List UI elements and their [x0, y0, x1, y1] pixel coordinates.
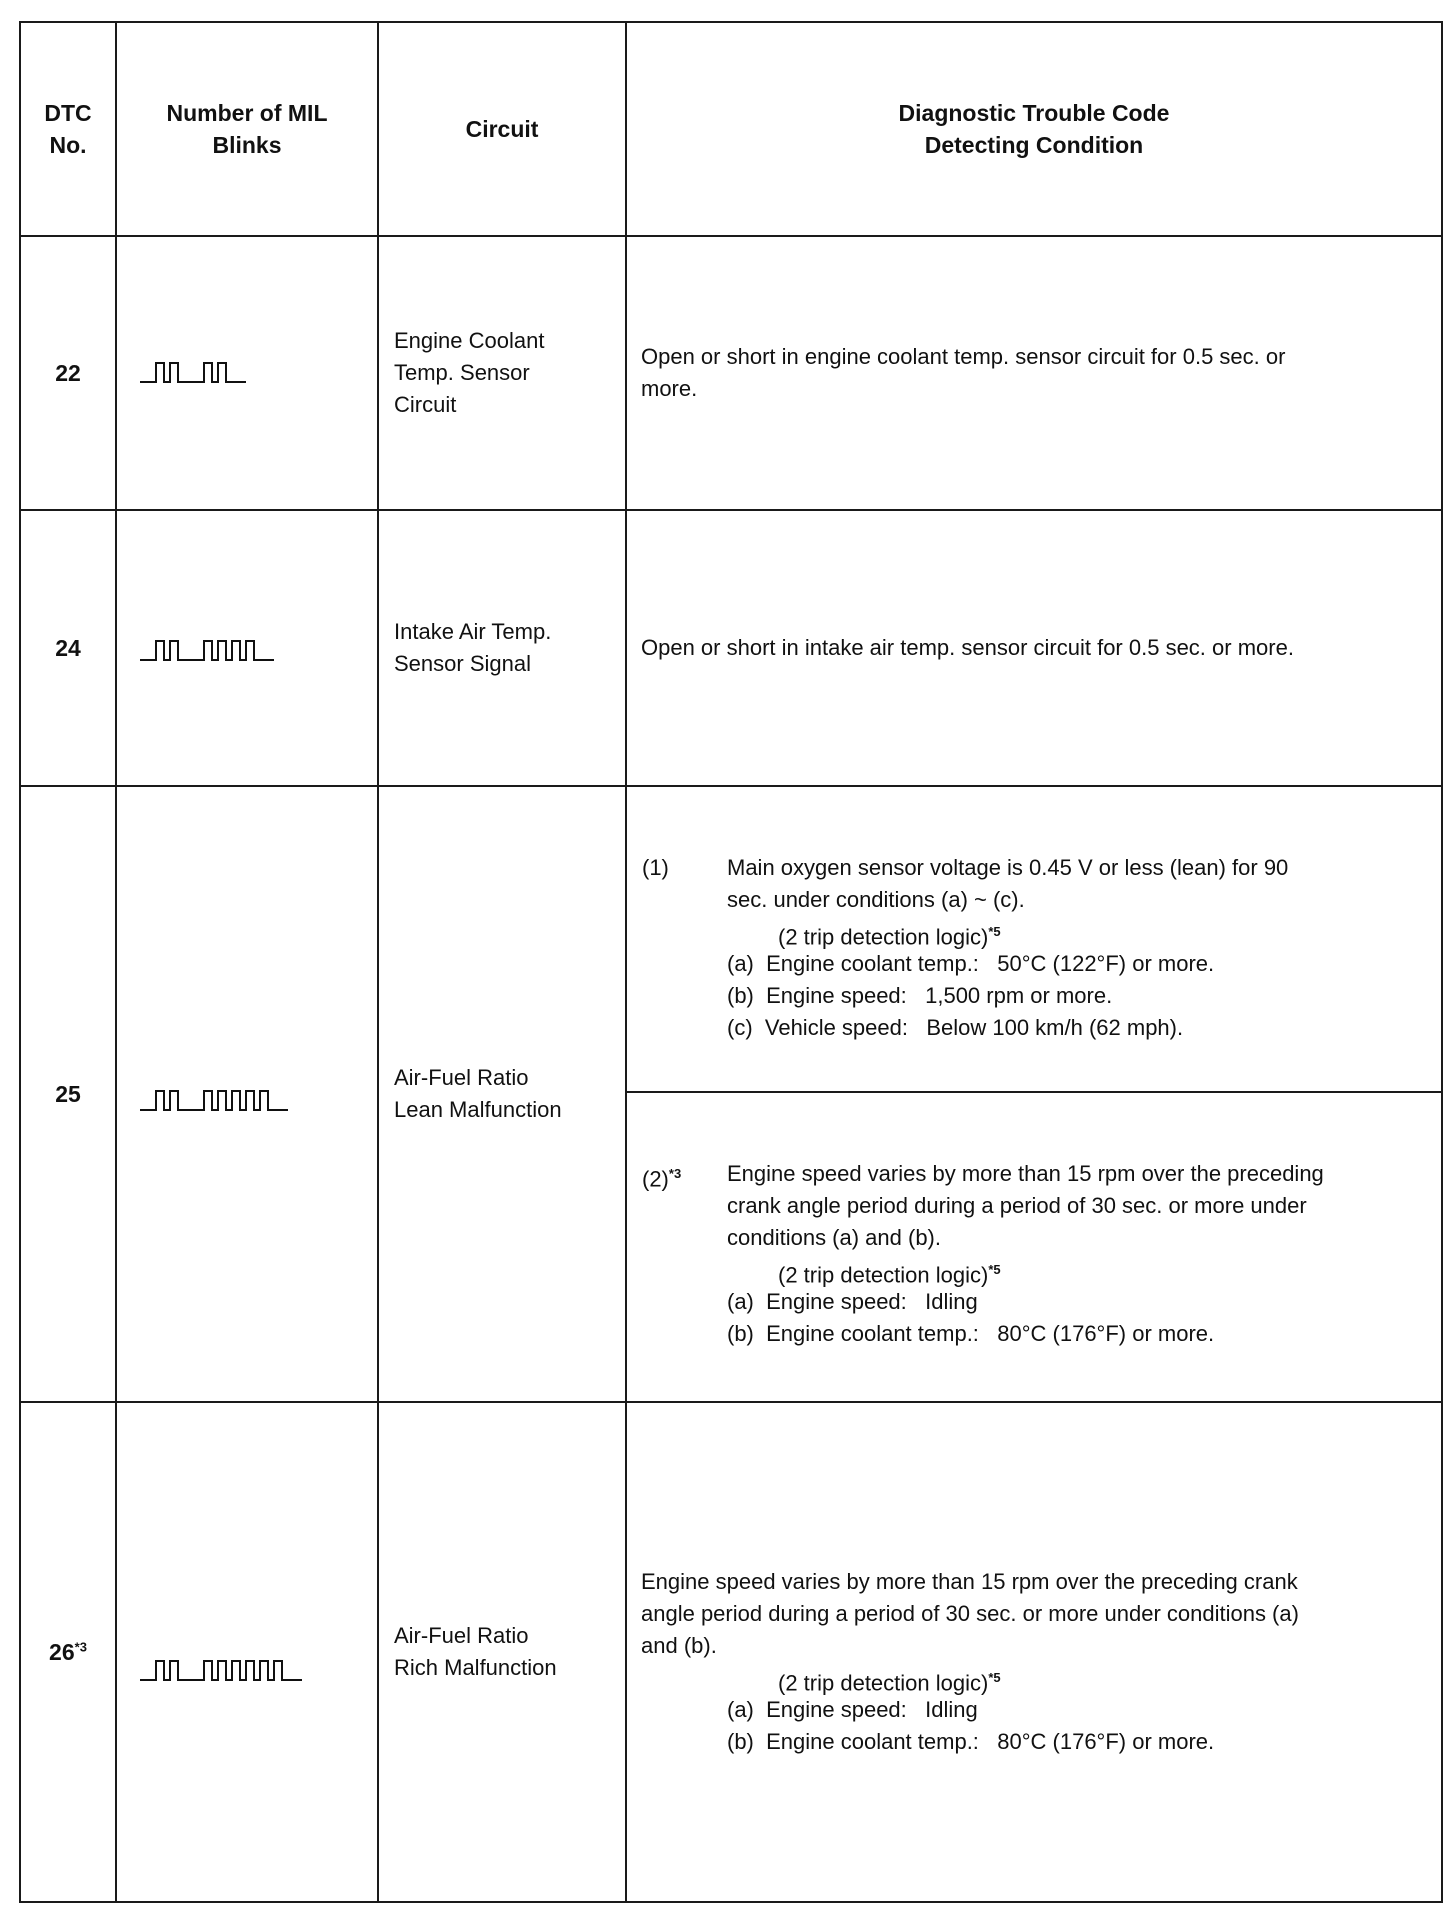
- circuit-name-26: Air-Fuel Ratio Rich Malfunction: [394, 1623, 557, 1680]
- cond1-line2: sec. under conditions (a) ~ (c).: [727, 887, 1025, 912]
- cond26-a: (a) Engine speed: Idling: [727, 1697, 978, 1722]
- cond26-line2: angle period during a period of 30 sec. or more under conditions (a): [641, 1601, 1299, 1626]
- mil-blink-pattern-25: [140, 1091, 288, 1110]
- cond2-line1: Engine speed varies by more than 15 rpm over the preceding: [727, 1161, 1324, 1186]
- dtc-code-24: 24: [55, 634, 81, 661]
- footnote-mark: *3: [74, 1638, 87, 1654]
- cond1-a: (a) Engine coolant temp.: 50°C (122°F) or more.: [727, 951, 1215, 976]
- dtc-code-25: 25: [55, 1080, 81, 1107]
- cond2-b: (b) Engine coolant temp.: 80°C (176°F) or more.: [727, 1321, 1215, 1346]
- cond1-b: (b) Engine speed: 1,500 rpm or more.: [727, 983, 1113, 1008]
- circuit-name-25: Air-Fuel Ratio Lean Malfunction: [394, 1065, 562, 1122]
- circuit-name-24: Intake Air Temp. Sensor Signal: [394, 619, 552, 676]
- cond1-line1: Main oxygen sensor voltage is 0.45 V or less (lean) for 90: [727, 855, 1289, 880]
- header-mil-blinks: Number of MIL Blinks: [166, 100, 328, 158]
- cond2-trip: (2 trip detection logic)$^{*5}$: [778, 1262, 1001, 1288]
- cond2-line2: crank angle period during a period of 30 sec. or more under: [727, 1193, 1307, 1218]
- header-circuit: Circuit: [465, 116, 539, 142]
- footnote-mark: *5: [988, 924, 1001, 939]
- cond26-b: (b) Engine coolant temp.: 80°C (176°F) or more.: [727, 1729, 1215, 1754]
- footnote-mark: *5: [988, 1262, 1001, 1277]
- header-dtc-no: DTC No.: [44, 100, 92, 158]
- footnote-mark: *3: [668, 1166, 682, 1181]
- mil-blink-pattern-24: [140, 641, 274, 660]
- cond2-a: (a) Engine speed: Idling: [727, 1289, 978, 1314]
- cond2-line3: conditions (a) and (b).: [727, 1225, 941, 1250]
- cond26-line1: Engine speed varies by more than 15 rpm over the preceding crank: [641, 1569, 1298, 1594]
- mil-blink-pattern-22: [140, 363, 246, 382]
- cond26-trip: (2 trip detection logic)$^{*5}$: [778, 1670, 1001, 1696]
- cond1-c: (c) Vehicle speed: Below 100 km/h (62 mph).: [727, 1015, 1184, 1040]
- circuit-name-22: Engine Coolant Temp. Sensor Circuit: [394, 328, 545, 417]
- condition-22: Open or short in engine coolant temp. sensor circuit for 0.5 sec. or more.: [641, 344, 1286, 401]
- dtc-code-26: 26$^{*3}$: [49, 1638, 87, 1665]
- footnote-mark: *5: [988, 1670, 1001, 1685]
- header-condition: Diagnostic Trouble Code Detecting Condition: [898, 100, 1170, 158]
- dtc-code-22: 22: [55, 359, 81, 386]
- cond1-trip: (2 trip detection logic)$^{*5}$: [778, 924, 1001, 950]
- cond2-number: (2)$^{*3}$: [642, 1166, 682, 1192]
- mil-blink-pattern-26: [140, 1661, 302, 1680]
- condition-24: Open or short in intake air temp. sensor circuit for 0.5 sec. or more.: [641, 635, 1294, 660]
- cond26-line3: and (b).: [641, 1633, 717, 1658]
- cond1-number: (1): [642, 855, 669, 880]
